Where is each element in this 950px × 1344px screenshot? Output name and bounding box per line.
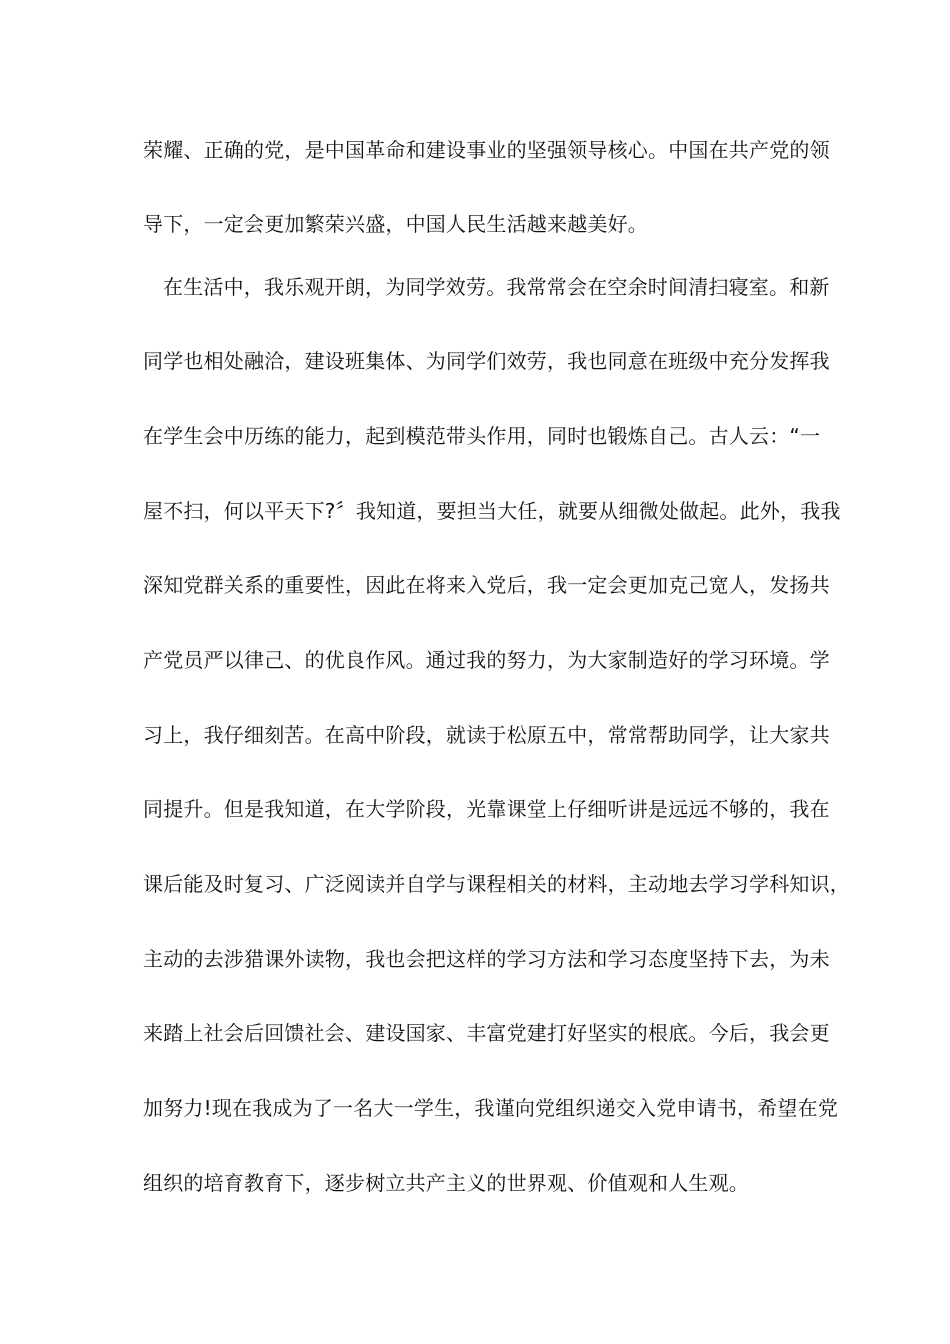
text-line: 屋不扫，何以平天下?〞我知道，要担当大任，就要从细微处做起。此外，我我	[143, 499, 841, 523]
text-line: 习上，我仔细刻苦。在高中阶段，就读于松原五中，常常帮助同学，让大家共	[143, 723, 830, 747]
text-line: 组织的培育教育下，逐步树立共产主义的世界观、价值观和人生观。	[143, 1171, 749, 1195]
text-line: 深知党群关系的重要性，因此在将来入党后，我一定会更加克己宽人，发扬共	[143, 573, 830, 597]
text-line: 来踏上社会后回馈社会、建设国家、丰富党建打好坚实的根底。今后，我会更	[143, 1021, 830, 1045]
text-line: 同学也相处融洽，建设班集体、为同学们效劳，我也同意在班级中充分发挥我	[143, 349, 830, 373]
text-line: 加努力!现在我成为了一名大一学生，我谨向党组织递交入党申请书，希望在党	[143, 1096, 839, 1120]
text-line: 产党员严以律己、的优良作风。通过我的努力，为大家制造好的学习环境。学	[143, 648, 830, 672]
text-line: 同提升。但是我知道，在大学阶段，光靠课堂上仔细听讲是远远不够的，我在	[143, 797, 830, 821]
text-line: 主动的去涉猎课外读物，我也会把这样的学习方法和学习态度坚持下去，为未	[143, 947, 830, 971]
text-line: 荣耀、正确的党，是中国革命和建设事业的坚强领导核心。中国在共产党的领	[143, 138, 830, 162]
text-line: 课后能及时复习、广泛阅读并自学与课程相关的材料，主动地去学习学科知识，	[143, 872, 850, 896]
paragraph-first-line: 在生活中，我乐观开朗，为同学效劳。我常常会在空余时间清扫寝室。和新	[163, 275, 830, 299]
text-line: 导下，一定会更加繁荣兴盛，中国人民生活越来越美好。	[143, 212, 648, 236]
text-line: 在学生会中历练的能力，起到模范带头作用，同时也锻炼自己。古人云：“一	[143, 424, 821, 448]
